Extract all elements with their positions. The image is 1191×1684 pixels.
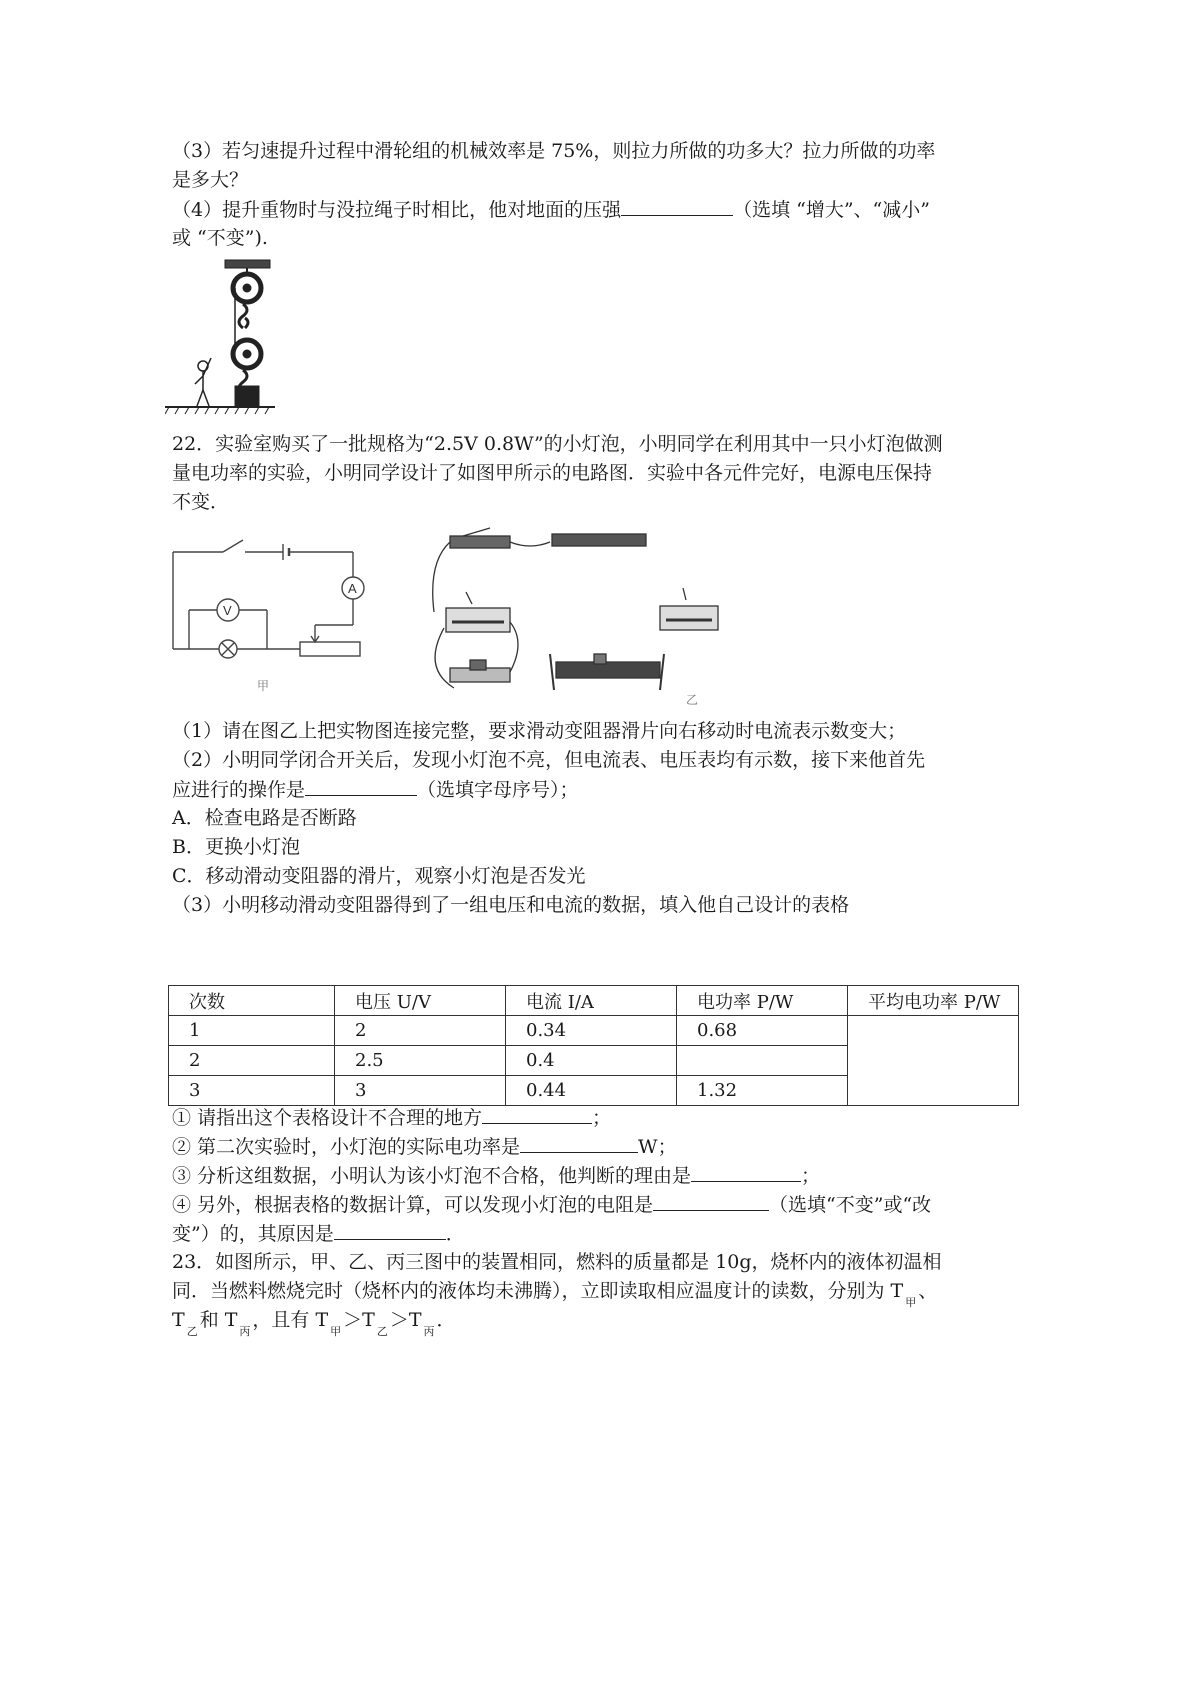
q22-sub2-unit: W； [638, 1136, 677, 1158]
table-cell: 2 [335, 1016, 506, 1046]
table-cell: 2.5 [335, 1046, 506, 1076]
q23-line2-end: 、 [918, 1280, 938, 1302]
switch-device [450, 536, 510, 548]
table-header-cell: 平均电功率 P/W [848, 986, 1019, 1016]
q22-sub4-reason-text: 变”）的，其原因是 [172, 1223, 334, 1245]
data-table [168, 985, 1019, 1106]
q22-sub1-text: ① 请指出这个表格设计不合理的地方 [172, 1107, 483, 1129]
subscript-jia: 甲 [330, 1325, 342, 1338]
table-header-cell: 次数 [169, 986, 335, 1016]
subscript-jia: 甲 [905, 1296, 917, 1309]
q22-sub3-answer-blank[interactable] [691, 1161, 801, 1182]
hook-upper [239, 304, 247, 328]
q22-sub1 [172, 1103, 611, 1132]
q22-sub4-options: （选填“不变”或“改 [769, 1194, 932, 1216]
ceiling-mount [225, 260, 270, 268]
q23-line2 [172, 1277, 937, 1308]
table-cell: 1 [169, 1016, 335, 1046]
q22-sub4-answer-blank[interactable] [653, 1190, 769, 1211]
q21-part4-line1 [172, 195, 930, 224]
q22-part2-hint: （选填字母序号）； [417, 779, 579, 801]
table-cell: 0.34 [506, 1016, 677, 1046]
q22-sub4-text: ④ 另外，根据表格的数据计算，可以发现小灯泡的电阻是 [172, 1194, 654, 1216]
subscript-bing: 丙 [239, 1325, 251, 1338]
figure-yi-label: 乙 [686, 693, 699, 707]
q22-part3: （3）小明移动滑动变阻器得到了一组电压和电流的数据，填入他自己设计的表格 [172, 894, 850, 916]
table-header-row [169, 986, 1019, 1016]
q22-sub2-answer-blank[interactable] [520, 1132, 638, 1153]
figure-jia-label: 甲 [257, 679, 270, 693]
q22-sub1-end: ； [592, 1107, 612, 1129]
q22-part2-answer-blank[interactable] [305, 775, 417, 796]
switch-symbol [223, 540, 243, 552]
q21-part3-line2: 是多大？ [172, 169, 249, 191]
table-cell [677, 1046, 848, 1076]
q21-part4-line2: 或 “不变”). [172, 227, 268, 249]
q21-part4-text: （4）提升重物时与没拉绳子时相比，他对地面的压强 [172, 199, 622, 221]
q22-option-a: A．检查电路是否断路 [172, 807, 357, 829]
rheostat-device [556, 662, 660, 678]
table-cell: 3 [169, 1076, 335, 1106]
q22-part1: （1）请在图乙上把实物图连接完整，要求滑动变阻器滑片向右移动时电流表示数变大； [172, 720, 907, 742]
q22-option-b: B．更换小灯泡 [172, 836, 300, 858]
voltmeter-device [446, 608, 510, 632]
q22-sub4-reason-blank[interactable] [334, 1219, 446, 1240]
subscript-yi: 乙 [186, 1325, 198, 1338]
q22-part2-line1: （2）小明同学闭合开关后，发现小灯泡不亮，但电流表、电压表均有示数，接下来他首先 [172, 749, 926, 771]
q23-end: ． [436, 1309, 456, 1331]
table-cell: 3 [335, 1076, 506, 1106]
q21-part3-line1: （3）若匀速提升过程中滑轮组的机械效率是 75%，则拉力所做的功多大？拉力所做的功率 [172, 140, 936, 162]
table-cell: 0.68 [677, 1016, 848, 1046]
q23-and-has: ，且有 T [252, 1309, 329, 1331]
q22-sub1-answer-blank[interactable] [482, 1103, 592, 1124]
q23-line1: 23．如图所示，甲、乙、丙三图中的装置相同，燃料的质量都是 10g，烧杯内的液体初温相 [172, 1251, 942, 1273]
table-row [169, 1016, 1019, 1046]
table-cell: 1.32 [677, 1076, 848, 1106]
q22-intro-line1: 22．实验室购买了一批规格为“2.5V 0.8W”的小灯泡，小明同学在利用其中一只小灯泡做测 [172, 433, 943, 455]
weight-block [235, 386, 259, 406]
q22-part2-text: 应进行的操作是 [172, 779, 306, 801]
battery-box [552, 534, 646, 546]
q22-sub3 [172, 1161, 820, 1190]
q22-sub3-text: ③ 分析这组数据，小明认为该小灯泡不合格，他判断的理由是 [172, 1165, 692, 1187]
table-header-cell: 电压 U/V [335, 986, 506, 1016]
q22-option-c: C．移动滑动变阻器的滑片，观察小灯泡是否发光 [172, 865, 586, 887]
average-power-cell [848, 1016, 1019, 1106]
q22-sub2-text: ② 第二次实验时，小灯泡的实际电功率是 [172, 1136, 521, 1158]
ammeter-device [660, 606, 718, 630]
circuit-diagram-jia [165, 530, 385, 700]
q22-intro-line2: 量电功率的实验，小明同学设计了如图甲所示的电路图．实验中各元件完好，电源电压保持 [172, 462, 933, 484]
q22-sub4-line1 [172, 1190, 931, 1219]
table-header-cell: 电流 I/A [506, 986, 677, 1016]
table-header-cell: 电功率 P/W [677, 986, 848, 1016]
rheostat-symbol [300, 642, 360, 656]
q22-part2-line2 [172, 775, 579, 804]
q22-sub4-end: ． [445, 1223, 465, 1245]
q23-gt1: ＞T [343, 1309, 375, 1331]
pulley-figure [165, 258, 275, 418]
table-cell: 0.44 [506, 1076, 677, 1106]
q23-gt2: ＞T [389, 1309, 422, 1331]
table-cell: 2 [169, 1046, 335, 1076]
physical-circuit-yi [428, 520, 748, 710]
q22-intro-line3: 不变． [172, 491, 230, 513]
q23-and: 和 T [199, 1309, 238, 1331]
q23-line2-text: 同．当燃料燃烧完时（烧杯内的液体均未沸腾），立即读取相应温度计的读数，分别为 T [172, 1280, 904, 1302]
voltmeter-label: V [223, 603, 232, 618]
subscript-bing: 丙 [423, 1325, 435, 1338]
q22-sub4-line2 [172, 1219, 465, 1248]
q23-line3 [172, 1306, 456, 1337]
q22-sub2 [172, 1132, 677, 1161]
ammeter-label: A [348, 581, 357, 596]
q21-part4-options: （选填 “增大”、“减小” [733, 199, 930, 221]
q23-t-yi: T [172, 1309, 185, 1331]
subscript-yi: 乙 [376, 1325, 388, 1338]
q22-sub3-end: ； [801, 1165, 821, 1187]
table-cell: 0.4 [506, 1046, 677, 1076]
q21-part4-answer-blank[interactable] [621, 195, 733, 216]
